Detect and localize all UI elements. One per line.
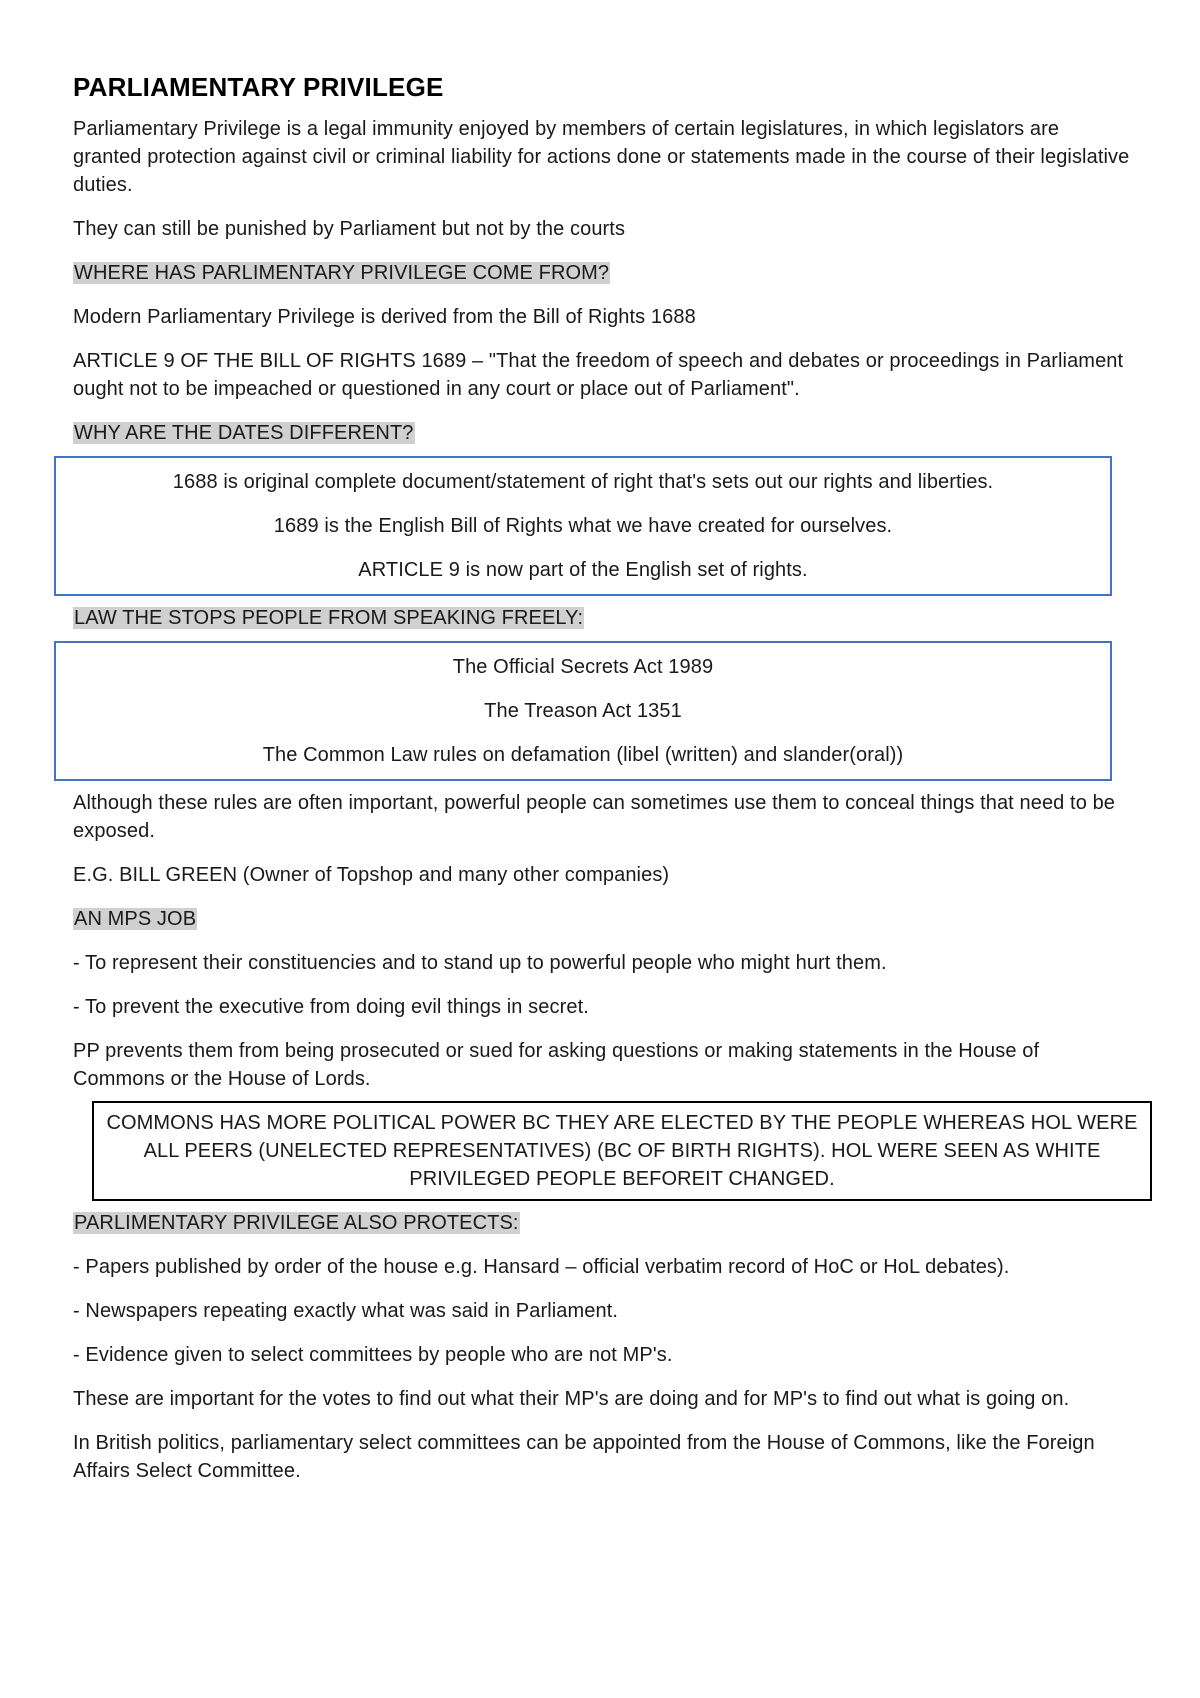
punished-paragraph: They can still be punished by Parliament but not by the courts [73,218,626,240]
dates-box [54,456,1112,596]
heading-protects-text: PARLIMENTARY PRIVILEGE ALSO PROTECTS: [74,1212,519,1234]
law-box-line: The Treason Act 1351 [484,700,682,722]
heading-origin-text: WHERE HAS PARLIMENTARY PRIVILEGE COME FROM? [74,262,610,284]
commons-box [92,1101,1152,1201]
example-paragraph: E.G. BILL GREEN (Owner of Topshop and many other companies) [73,864,670,886]
job-item: - To prevent the executive from doing evil things in secret. [73,996,589,1018]
dates-box-line: 1688 is original complete document/statement of right that's sets out our rights and liberties. [172,471,994,493]
heading-dates-text: WHY ARE THE DATES DIFFERENT? [74,422,414,444]
heading-job [73,905,1133,933]
important-paragraph: These are important for the votes to find out what their MP's are doing and for MP's to find out what is going on. [73,1388,1070,1410]
heading-job-text: AN MPS JOB [74,908,197,930]
heading-origin [73,259,1133,287]
intro-paragraph: Parliamentary Privilege is a legal immunity enjoyed by members of certain legislatures, in which legislators are granted protection against civil or criminal liability for actions done or statements made in the course of their legislative duties. [73,118,1130,196]
document-page [73,72,1138,1501]
page-title: PARLIAMENTARY PRIVILEGE [73,72,444,102]
heading-dates [73,419,1133,447]
although-paragraph: Although these rules are often important, powerful people can sometimes use them to conceal things that need to be exposed. [73,792,1116,842]
law-box-line: The Official Secrets Act 1989 [452,656,714,678]
dates-box-line: 1689 is the English Bill of Rights what we have created for ourselves. [273,515,893,537]
heading-protects [73,1209,1133,1237]
law-box-line: The Common Law rules on defamation (libel (written) and slander(oral)) [262,744,904,766]
pp-prevents-paragraph: PP prevents them from being prosecuted or sued for asking questions or making statements in the House of Commons or the House of Lords. [73,1040,1040,1090]
british-politics-paragraph: In British politics, parliamentary select committees can be appointed from the House of Commons, like the Foreign Affairs Select Committee. [73,1432,1095,1482]
heading-law-text: LAW THE STOPS PEOPLE FROM SPEAKING FREELY: [74,607,584,629]
heading-law [73,604,1133,632]
commons-box-text: COMMONS HAS MORE POLITICAL POWER BC THEY ARE ELECTED BY THE PEOPLE WHEREAS HOL WERE ALL PEERS (UNELECTED REPRESENTATIVES) (BC OF BIRTH RIGHTS). HOL WERE SEEN AS WHITE PRIVILEGED PEOPLE BEFOREIT CHANGED. [106,1112,1138,1190]
protects-item: - Newspapers repeating exactly what was said in Parliament. [73,1300,619,1322]
job-item: - To represent their constituencies and to stand up to powerful people who might hurt them. [73,952,887,974]
article9-paragraph: ARTICLE 9 OF THE BILL OF RIGHTS 1689 – "That the freedom of speech and debates or proceedings in Parliament ought not to be impeached or questioned in any court or place out of Parliament". [73,350,1124,400]
law-box [54,641,1112,781]
protects-item: - Papers published by order of the house e.g. Hansard – official verbatim record of HoC or HoL debates). [73,1256,1010,1278]
dates-box-line: ARTICLE 9 is now part of the English set of rights. [358,559,808,581]
protects-item: - Evidence given to select committees by people who are not MP's. [73,1344,673,1366]
derived-paragraph: Modern Parliamentary Privilege is derived from the Bill of Rights 1688 [73,306,696,328]
